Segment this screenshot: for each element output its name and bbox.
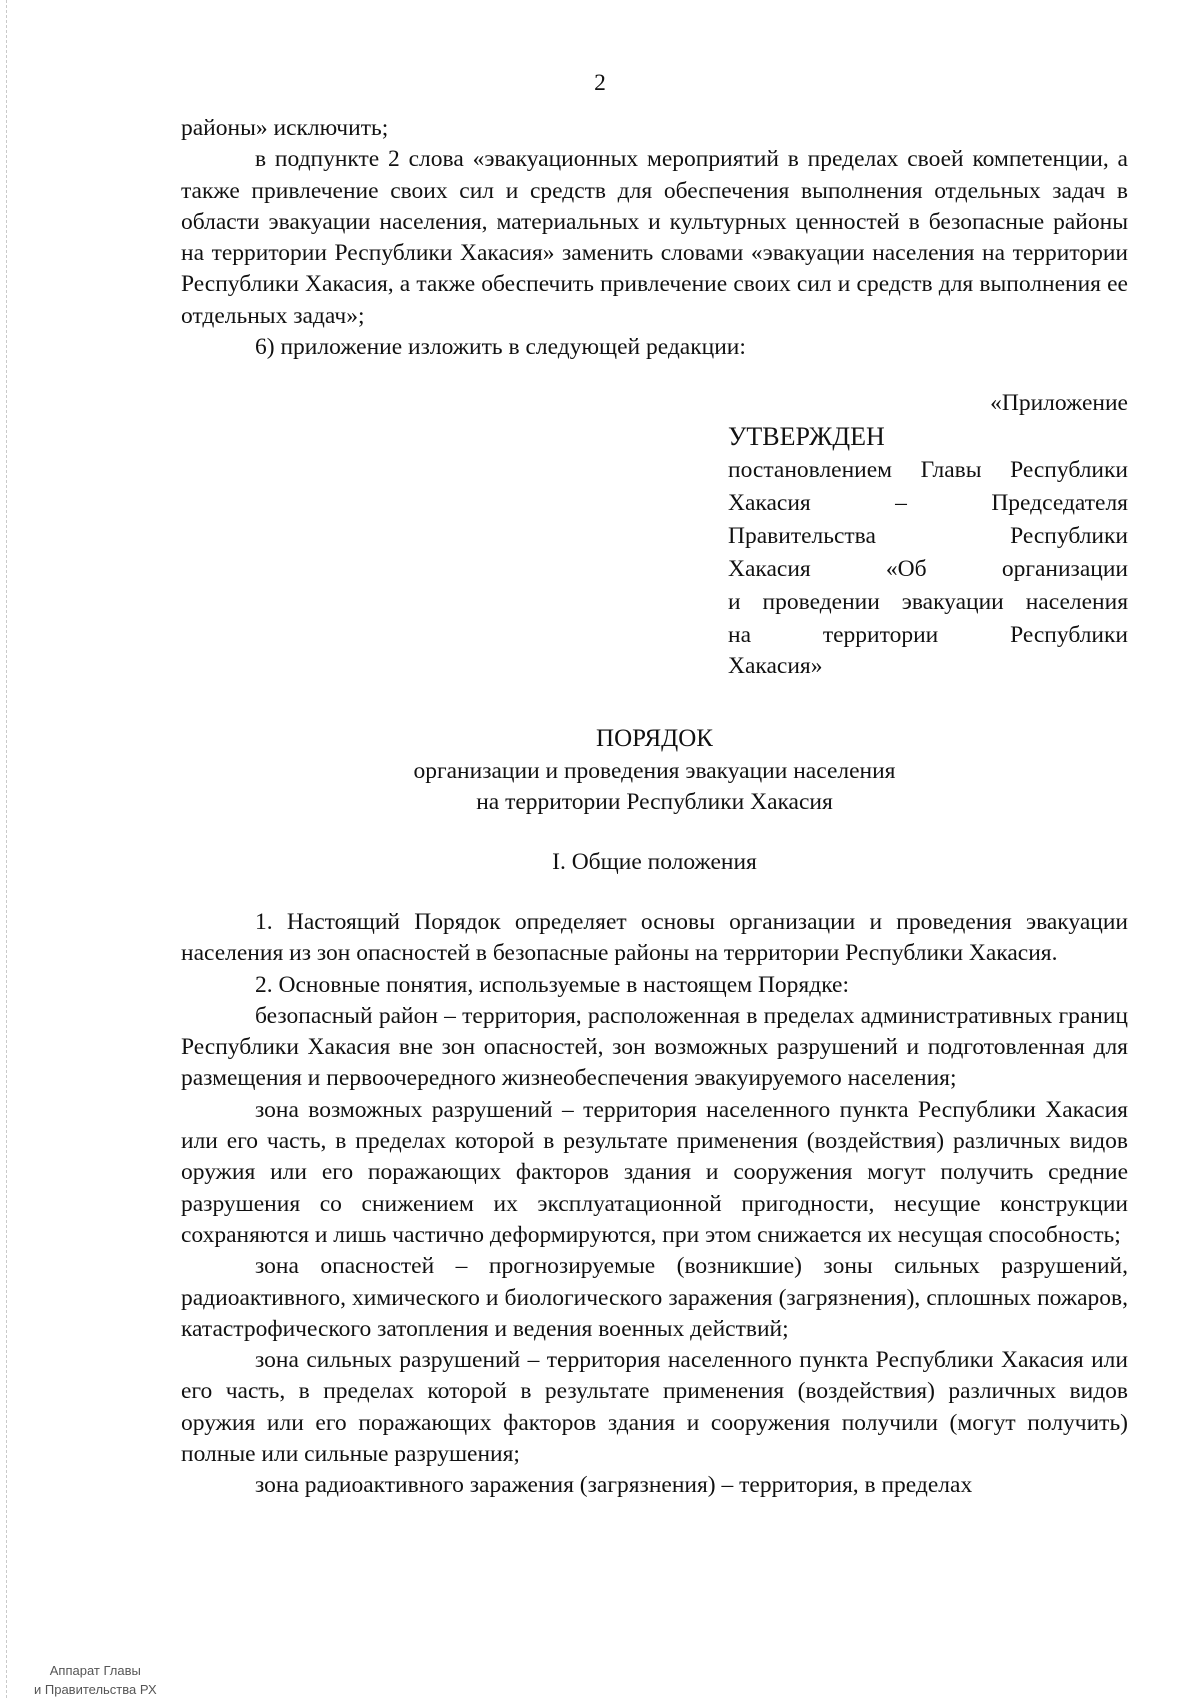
approval-line: Хакасия – Председателя <box>728 490 1128 516</box>
document-title-block <box>181 722 1128 818</box>
approval-line: и проведении эвакуации населения <box>728 589 1128 615</box>
paragraph-definition-danger-zone: зона опасностей – прогнозируемые (возникшие) зоны сильных разрушений, радиоактивного, химического и биологического заражения (загрязнения), сплошных пожаров, катастрофического затопления и ведения военных действий; <box>181 1253 1128 1342</box>
document-subtitle-line-2: на территории Республики Хакасия <box>476 789 833 815</box>
page-number: 2 <box>594 70 606 96</box>
stamp-line-1: Аппарат Главы <box>49 1663 141 1678</box>
office-stamp <box>34 1661 157 1698</box>
appendix-label: «Приложение <box>990 390 1128 416</box>
document-subtitle-line-1: организации и проведения эвакуации населения <box>413 758 896 784</box>
paragraph-appendix-instruction: 6) приложение изложить в следующей редакции: <box>255 334 746 361</box>
paragraph-definition-safe-area: безопасный район – территория, расположенная в пределах административных границ Республики Хакасия вне зон опасностей, зон возможных разрушений и подготовленная для размещения и первоочередного жизнеобеспечения эвакуируемого населения; <box>181 1002 1128 1092</box>
stamp-line-2: и Правительства РХ <box>34 1682 157 1697</box>
approval-block <box>728 388 1128 682</box>
approval-line: постановлением Главы Республики <box>728 457 1128 483</box>
document-title: ПОРЯДОК <box>596 725 713 752</box>
general-provisions-text <box>181 907 1128 1502</box>
paragraph-point-2: 2. Основные понятия, используемые в настоящем Порядке: <box>255 971 849 998</box>
paragraph-point-1: 1. Настоящий Порядок определяет основы организации и проведения эвакуации населения из зон опасностей в безопасные районы на территории Республики Хакасия. <box>181 909 1128 967</box>
scan-edge-line <box>6 0 7 1698</box>
approval-line-last: Хакасия» <box>728 653 823 679</box>
paragraph-definition-severe-destruction-zone: зона сильных разрушений – территория населенного пункта Республики Хакасия или его часть, в пределах которой в результате применения (воздействия) различных видов оружия или его поражающих факторов здания и сооружения получили (могут получить) полные или сильные разрушения; <box>181 1347 1128 1468</box>
approval-heading: УТВЕРЖДЕН <box>728 422 885 451</box>
section-heading: I. Общие положения <box>552 849 757 875</box>
paragraph-definition-radioactive-zone: зона радиоактивного заражения (загрязнения) – территория, в пределах <box>255 1472 973 1499</box>
amendment-text <box>181 113 1128 363</box>
paragraph-subpoint-2: в подпункте 2 слова «эвакуационных мероприятий в пределах своей компетенции, а также привлечение своих сил и средств для обеспечения выполнения отдельных задач в области эвакуации населения, материальных и культурных ценностей в безопасные районы на территории Республики Хакасия» заменить словами «эвакуации населения на территории Республики Хакасия, а также обеспечить привлечение своих сил и средств для выполнения ее отдельных задач»; <box>181 146 1128 329</box>
paragraph-amendment-end: районы» исключить; <box>181 115 389 141</box>
approval-line: на территории Республики <box>728 622 1128 648</box>
approval-line: Правительства Республики <box>728 523 1128 549</box>
approval-line: Хакасия «Об организации <box>728 556 1128 582</box>
paragraph-definition-possible-destruction-zone: зона возможных разрушений – территория населенного пункта Республики Хакасия или его часть, в пределах которой в результате применения (воздействия) различных видов оружия или его поражающих факторов здания и сооружения могут получить средние разрушения со снижением их эксплуатационной пригодности, несущие конструкции сохраняются и лишь частично деформируются, при этом снижается их несущая способность; <box>181 1096 1128 1248</box>
